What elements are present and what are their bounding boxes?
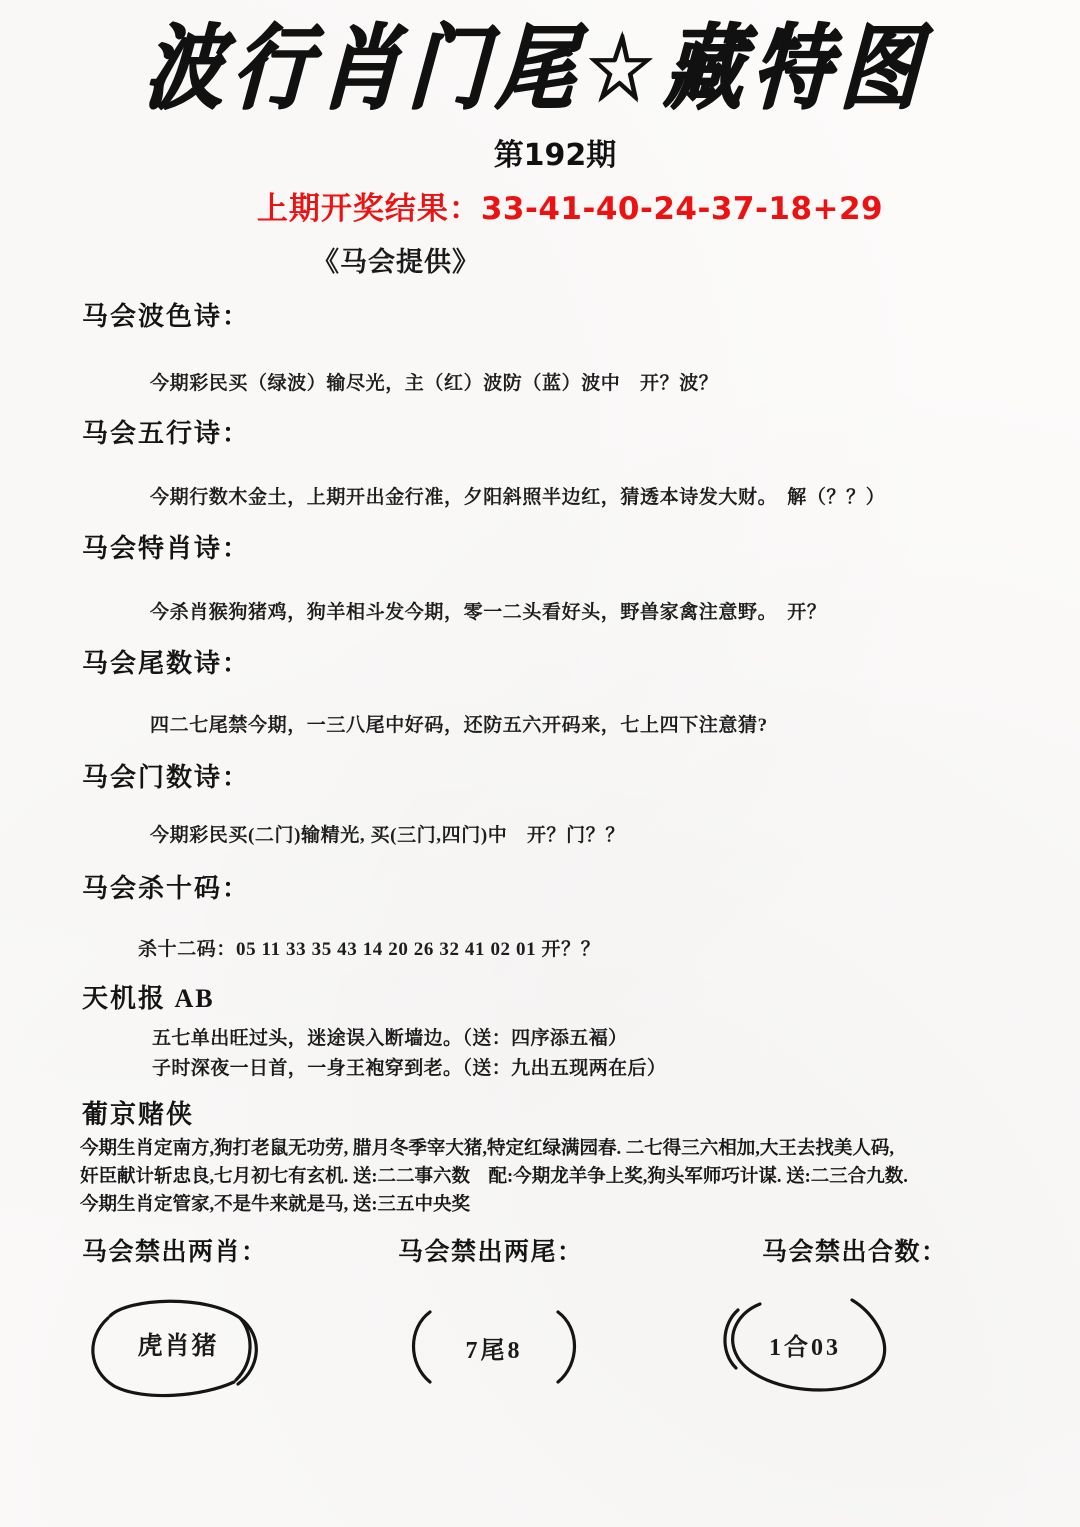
tianjibao-line-1: 五七单出旺过头，迷途误入断墙边。（送：四序添五褔） xyxy=(152,1028,628,1049)
pujingduxia-line-2: 奸臣献计斩忠良,七月初七有玄机. 送:二二事六数 配:今期龙羊争上奖,狗头军师巧计谋. 送:二三合九数. xyxy=(80,1167,908,1187)
forbidden-oval-tail xyxy=(400,1306,588,1388)
section-heading-weishu: 马会尾数诗： xyxy=(82,649,251,678)
section-heading-tianjibao: 天机报 AB xyxy=(82,984,215,1013)
section-body-weishu: 四二七尾禁今期，一三八尾中好码，还防五六开码来，七上四下注意猜? xyxy=(150,715,768,736)
forbidden-heading-sum: 马会禁出合数： xyxy=(762,1239,948,1266)
section-body-shama: 杀十二码：05 11 33 35 43 14 20 26 32 41 02 01 开？？ xyxy=(138,939,601,960)
section-body-bose: 今期彩民买（绿波）输尽光，主（红）波防（蓝）波中 开？波？ xyxy=(150,373,719,394)
forbidden-value-sum: 1合03 xyxy=(769,1334,841,1361)
result-numbers: 33-41-40-24-37-18+29 xyxy=(480,191,884,227)
pujingduxia-line-1: 今期生肖定南方,狗打老鼠无功劳, 腊月冬季宰大猪,特定红绿满园春. 二七得三六相加,大王去找美人码, xyxy=(80,1139,895,1159)
section-heading-texiao: 马会特肖诗： xyxy=(82,534,251,563)
page-title: 波行肖门尾☆藏特图 xyxy=(142,16,933,123)
issue-number: 第192期 xyxy=(493,138,617,173)
section-body-wuxing: 今期行数木金土，上期开出金行准，夕阳斜照半边红，猜透本诗发大财。 解（？？） xyxy=(150,487,886,508)
forbidden-oval-zodiac xyxy=(78,1296,278,1392)
forbidden-heading-zodiac: 马会禁出两肖： xyxy=(82,1239,268,1266)
section-body-texiao: 今杀肖猴狗猪鸡，狗羊相斗发今期，零一二头看好头，野兽家禽注意野。 开？ xyxy=(150,602,827,623)
document-title-band xyxy=(0,16,1080,123)
forbidden-heading-tail: 马会禁出两尾： xyxy=(398,1239,584,1266)
section-heading-shama: 马会杀十码： xyxy=(82,874,251,903)
forbidden-value-zodiac: 虎肖猪 xyxy=(137,1333,219,1360)
section-heading-bose: 马会波色诗： xyxy=(82,302,251,331)
section-heading-pujingduxia: 葡京赌侠 xyxy=(82,1100,195,1129)
previous-draw-result xyxy=(0,183,1080,228)
pujingduxia-line-3: 今期生肖定管家,不是牛来就是马, 送:三五中央奖 xyxy=(80,1195,471,1215)
section-body-menshu: 今期彩民买(二门)输精光, 买(三门,四门)中 开？门？？ xyxy=(150,825,625,846)
section-heading-wuxing: 马会五行诗： xyxy=(82,419,251,448)
forbidden-value-tail: 7尾8 xyxy=(465,1337,523,1364)
section-heading-menshu: 马会门数诗： xyxy=(82,763,251,792)
provider-label: 《马会提供》 xyxy=(312,247,480,277)
tianjibao-line-2: 子时深夜一日首，一身王袍穿到老。（送：九出五现两在后） xyxy=(152,1058,667,1079)
result-label: 上期开奖结果： xyxy=(256,191,481,227)
forbidden-oval-sum xyxy=(712,1294,898,1394)
